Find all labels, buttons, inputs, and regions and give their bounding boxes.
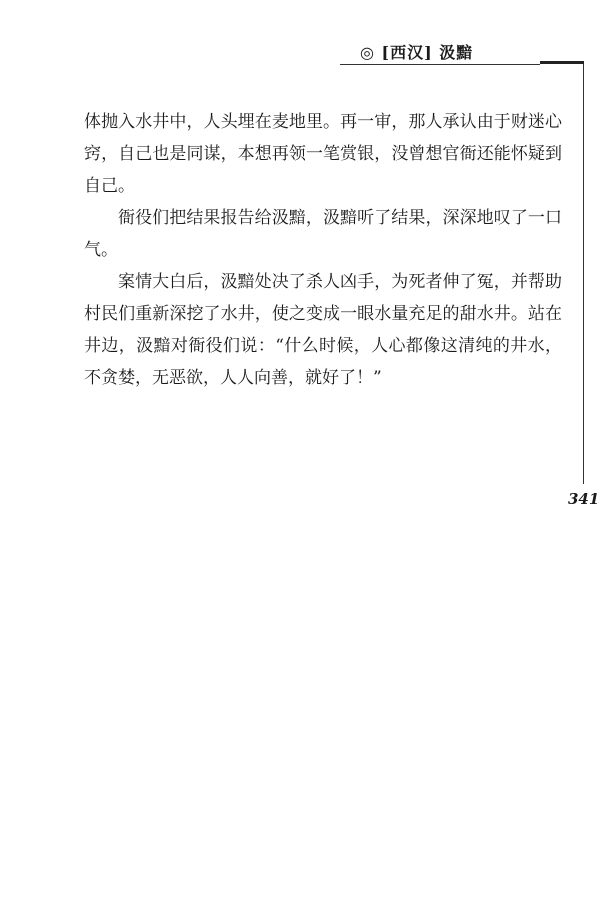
body-text [84, 106, 562, 394]
paragraph-1: 体抛入水井中，人头埋在麦地里。再一审，那人承认由于财迷心窍，自己也是同谋，本想再领一笔赏银，没曾想官衙还能怀疑到自己。 [84, 112, 562, 196]
header-rule [340, 64, 540, 65]
page-number: 341 [568, 490, 600, 508]
header-rule-thick [540, 61, 584, 64]
running-head: ◎ [西汉] 汲黯 [360, 43, 474, 62]
side-rule [583, 64, 584, 484]
paragraph-2: 衙役们把结果报告给汲黯，汲黯听了结果，深深地叹了一口气。 [84, 208, 562, 260]
paragraph-3: 案情大白后，汲黯处决了杀人凶手，为死者伸了冤，并帮助村民们重新深挖了水井，使之变成一眼水量充足的甜水井。站在井边，汲黯对衙役们说：“什么时候，人心都像这清纯的井水，不贪婪，无恶欲，人人向善，就好了！” [84, 272, 562, 388]
